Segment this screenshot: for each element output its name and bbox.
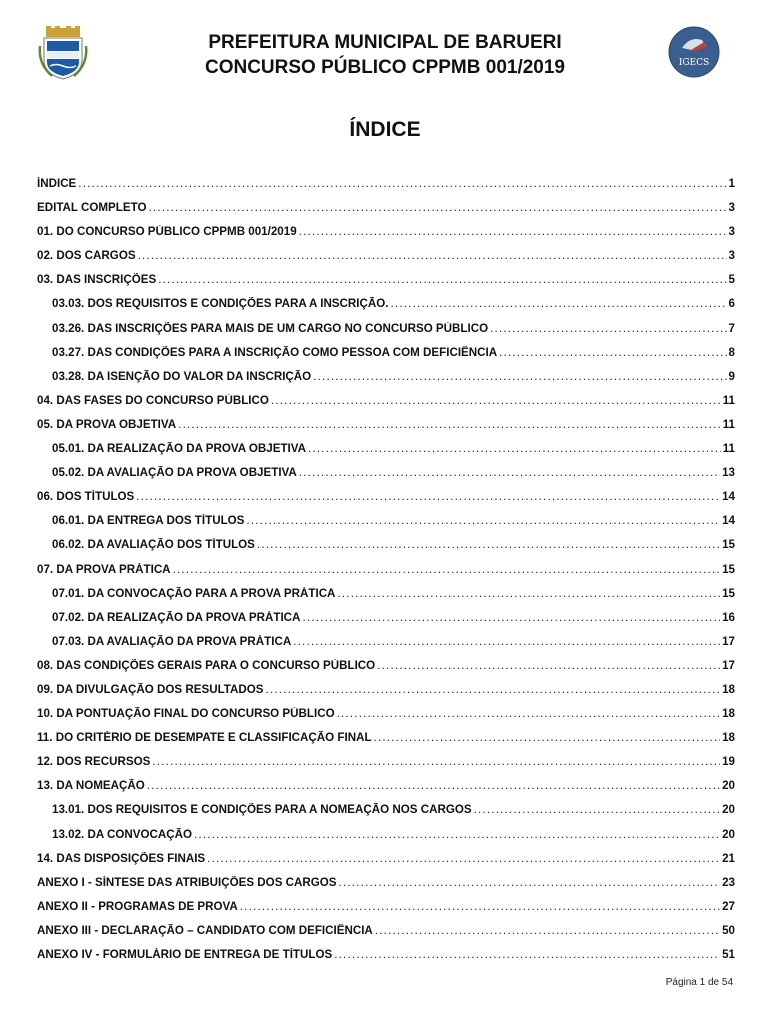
toc-entry-label: ANEXO I - SÍNTESE DAS ATRIBUIÇÕES DOS CARGOS — [37, 875, 337, 889]
toc-entry-label: 03. DAS INSCRIÇÕES — [37, 273, 157, 287]
toc-entry[interactable] — [37, 587, 735, 611]
toc-entry[interactable] — [37, 394, 735, 418]
header-title-line-1: PREFEITURA MUNICIPAL DE BARUERI — [208, 32, 562, 53]
header-title-line-2: CONCURSO PÚBLICO CPPMB 001/2019 — [204, 57, 566, 78]
toc-entry[interactable] — [37, 683, 735, 707]
toc-entry-page-number: 15 — [722, 562, 735, 576]
toc-entry-page-number: 19 — [722, 755, 735, 769]
toc-entry-label: 13.02. DA CONVOCAÇÃO — [52, 827, 193, 841]
toc-entry-page-number: 50 — [722, 923, 735, 937]
toc-entry-page-number: 15 — [722, 586, 735, 600]
toc-entry[interactable] — [37, 273, 735, 297]
toc-entry-page-number: 15 — [722, 538, 735, 552]
toc-entry-label: ANEXO IV - FORMULÁRIO DE ENTREGA DE TÍTULOS — [37, 948, 333, 961]
toc-entry[interactable] — [37, 346, 735, 370]
toc-entry[interactable] — [37, 707, 735, 731]
toc-entry-label: 06.02. DA AVALIAÇÃO DOS TÍTULOS — [52, 538, 255, 552]
toc-entry[interactable] — [37, 249, 735, 273]
toc-entry-page-number: 6 — [728, 297, 735, 311]
toc-entry-page-number: 17 — [722, 658, 735, 672]
toc-entry-page-number: 51 — [722, 948, 735, 961]
toc-dot-leader — [308, 442, 721, 455]
toc-dot-leader — [339, 876, 721, 889]
toc-dot-leader — [147, 779, 720, 792]
header-titles — [130, 30, 640, 80]
toc-entry[interactable] — [37, 514, 735, 538]
toc-dot-leader — [377, 659, 720, 672]
toc-entry-page-number: 23 — [722, 875, 735, 889]
toc-entry-page-number: 27 — [722, 899, 735, 913]
igecs-logo-text: IGECS — [678, 58, 710, 68]
toc-entry[interactable] — [37, 755, 735, 779]
toc-entry-page-number: 21 — [722, 851, 735, 865]
toc-entry-label: EDITAL COMPLETO — [37, 201, 147, 215]
toc-entry-label: 03.28. DA ISENÇÃO DO VALOR DA INSCRIÇÃO — [52, 369, 312, 383]
toc-entry-page-number: 1 — [728, 177, 735, 190]
toc-entry-label: 03.26. DAS INSCRIÇÕES PARA MAIS DE UM CARGO NO CONCURSO PÚBLICO — [52, 321, 489, 335]
toc-dot-leader — [313, 370, 726, 383]
toc-entry-page-number: 16 — [722, 610, 735, 624]
toc-entry-page-number: 11 — [722, 417, 735, 431]
toc-dot-leader — [391, 297, 727, 310]
toc-entry[interactable] — [37, 659, 735, 683]
toc-entry[interactable] — [37, 370, 735, 394]
toc-entry[interactable] — [37, 635, 735, 659]
toc-entry-page-number: 18 — [722, 731, 735, 745]
toc-entry[interactable] — [37, 948, 735, 972]
toc-entry[interactable] — [37, 418, 735, 442]
toc-entry-label: 13. DA NOMEAÇÃO — [37, 779, 145, 793]
toc-entry[interactable] — [37, 828, 735, 852]
toc-entry-page-number: 9 — [728, 369, 735, 383]
toc-dot-leader — [375, 924, 720, 937]
toc-entry-label: ANEXO II - PROGRAMAS DE PROVA — [37, 899, 238, 913]
toc-entry-page-number: 20 — [722, 779, 735, 793]
toc-entry-page-number: 3 — [728, 225, 735, 239]
toc-entry[interactable] — [37, 924, 735, 948]
toc-entry[interactable] — [37, 322, 735, 346]
toc-entry-label: 07.02. DA REALIZAÇÃO DA PROVA PRÁTICA — [52, 610, 301, 624]
toc-entry-label: 05.01. DA REALIZAÇÃO DA PROVA OBJETIVA — [52, 442, 307, 456]
toc-entry[interactable] — [37, 803, 735, 827]
toc-entry[interactable] — [37, 177, 735, 201]
toc-dot-leader — [334, 948, 720, 961]
toc-entry-page-number: 18 — [722, 707, 735, 721]
toc-entry[interactable] — [37, 852, 735, 876]
toc-entry[interactable] — [37, 538, 735, 562]
toc-dot-leader — [240, 900, 720, 913]
toc-entry-label: 01. DO CONCURSO PÚBLICO CPPMB 001/2019 — [37, 225, 297, 239]
toc-dot-leader — [158, 273, 726, 286]
toc-dot-leader — [337, 587, 720, 600]
toc-dot-leader — [499, 346, 726, 359]
barueri-coat-of-arms-icon — [38, 26, 88, 80]
toc-entry-page-number: 3 — [728, 201, 735, 215]
toc-entry-page-number: 14 — [722, 514, 735, 528]
toc-dot-leader — [207, 852, 720, 865]
toc-dot-leader — [257, 538, 720, 551]
toc-dot-leader — [374, 731, 721, 744]
toc-dot-leader — [266, 683, 721, 696]
page-title: ÍNDICE — [349, 118, 421, 141]
toc-dot-leader — [173, 563, 721, 576]
toc-entry[interactable] — [37, 442, 735, 466]
toc-entry-label: 03.03. DOS REQUISITOS E CONDIÇÕES PARA A INSCRIÇÃO. — [52, 297, 389, 311]
toc-entry-label: 10. DA PONTUAÇÃO FINAL DO CONCURSO PÚBLICO — [37, 707, 335, 721]
toc-entry-page-number: 18 — [722, 682, 735, 696]
toc-entry[interactable] — [37, 490, 735, 514]
toc-entry[interactable] — [37, 563, 735, 587]
toc-dot-leader — [299, 466, 720, 479]
toc-entry-page-number: 17 — [722, 634, 735, 648]
toc-dot-leader — [78, 177, 726, 190]
page-number-footer: Página 1 de 54 — [665, 977, 733, 988]
toc-entry-page-number: 11 — [722, 393, 735, 407]
toc-entry-label: 05.02. DA AVALIAÇÃO DA PROVA OBJETIVA — [52, 466, 297, 480]
igecs-logo-icon — [668, 26, 720, 78]
toc-entry-label: ÍNDICE — [37, 177, 77, 190]
toc-entry-label: ANEXO III - DECLARAÇÃO – CANDIDATO COM DEFICIÊNCIA — [37, 923, 373, 937]
toc-dot-leader — [178, 418, 721, 431]
toc-dot-leader — [302, 611, 720, 624]
toc-entry-page-number: 11 — [722, 442, 735, 456]
toc-entry-label: 06. DOS TÍTULOS — [37, 490, 135, 504]
toc-entry[interactable] — [37, 201, 735, 225]
toc-entry-label: 11. DO CRITÉRIO DE DESEMPATE E CLASSIFICAÇÃO FINAL — [37, 731, 372, 745]
toc-entry-page-number: 5 — [728, 273, 735, 287]
toc-dot-leader — [138, 249, 727, 262]
toc-entry[interactable] — [37, 297, 735, 321]
toc-entry-label: 09. DA DIVULGAÇÃO DOS RESULTADOS — [37, 682, 264, 696]
toc-entry[interactable] — [37, 731, 735, 755]
toc-entry[interactable] — [37, 779, 735, 803]
toc-entry[interactable] — [37, 876, 735, 900]
toc-dot-leader — [271, 394, 721, 407]
toc-entry-label: 14. DAS DISPOSIÇÕES FINAIS — [37, 851, 206, 865]
toc-entry-page-number: 14 — [722, 490, 735, 504]
toc-entry-label: 13.01. DOS REQUISITOS E CONDIÇÕES PARA A NOMEAÇÃO NOS CARGOS — [52, 803, 472, 817]
toc-entry-page-number: 8 — [728, 345, 735, 359]
toc-dot-leader — [299, 225, 727, 238]
toc-entry-label: 05. DA PROVA OBJETIVA — [37, 417, 177, 431]
toc-entry-label: 08. DAS CONDIÇÕES GERAIS PARA O CONCURSO PÚBLICO — [37, 658, 376, 672]
toc-entry-label: 04. DAS FASES DO CONCURSO PÚBLICO — [37, 393, 269, 407]
toc-entry-label: 07.03. DA AVALIAÇÃO DA PROVA PRÁTICA — [52, 634, 292, 648]
toc-dot-leader — [149, 201, 727, 214]
toc-entry-label: 07.01. DA CONVOCAÇÃO PARA A PROVA PRÁTICA — [52, 586, 336, 600]
toc-dot-leader — [136, 490, 720, 503]
toc-entry-label: 03.27. DAS CONDIÇÕES PARA A INSCRIÇÃO COMO PESSOA COM DEFICIÊNCIA — [52, 345, 498, 359]
toc-dot-leader — [337, 707, 721, 720]
toc-entry-page-number: 7 — [728, 321, 735, 335]
toc-entry-label: 06.01. DA ENTREGA DOS TÍTULOS — [52, 514, 245, 528]
toc-entry[interactable] — [37, 225, 735, 249]
toc-entry-label: 02. DOS CARGOS — [37, 249, 136, 263]
toc-entry-label: 07. DA PROVA PRÁTICA — [37, 562, 171, 576]
toc-dot-leader — [474, 803, 721, 816]
toc-entry-page-number: 3 — [728, 249, 735, 263]
toc-entry-page-number: 20 — [722, 827, 735, 841]
toc-dot-leader — [293, 635, 720, 648]
toc-entry[interactable] — [37, 900, 735, 924]
toc-dot-leader — [246, 514, 720, 527]
toc-entry[interactable] — [37, 611, 735, 635]
toc-entry-page-number: 13 — [722, 466, 735, 480]
toc-entry[interactable] — [37, 466, 735, 490]
toc-entry-label: 12. DOS RECURSOS — [37, 755, 151, 769]
toc-dot-leader — [194, 828, 720, 841]
toc-dot-leader — [152, 755, 720, 768]
table-of-contents — [37, 177, 735, 972]
toc-entry-page-number: 20 — [722, 803, 735, 817]
toc-dot-leader — [490, 322, 726, 335]
